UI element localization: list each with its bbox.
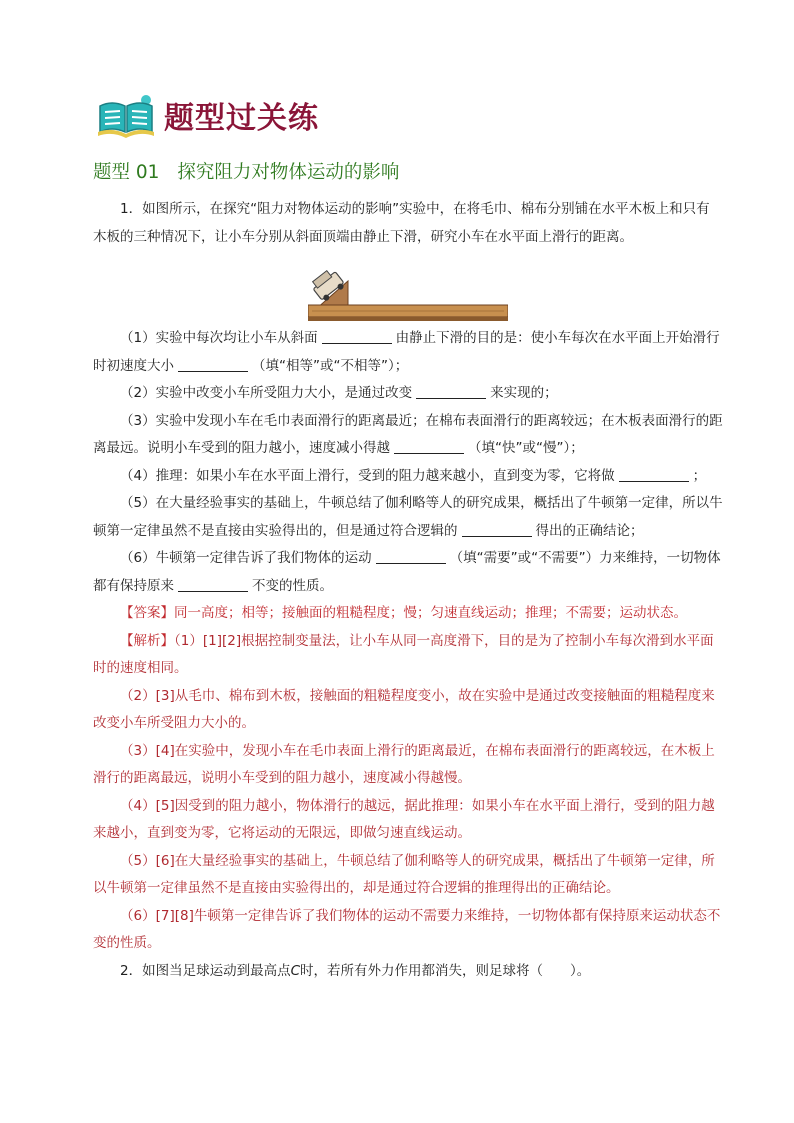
answer-blank[interactable] xyxy=(462,522,532,537)
analysis-line-6: （6）[7][8]牛顿第一定律告诉了我们物体的运动不需要力来维持，一切物体都有保持原来运动状态不变的性质。 xyxy=(93,907,721,951)
answer-line xyxy=(93,600,723,628)
answer-text: 同一高度；相等；接触面的粗糙程度；慢；匀速直线运动；推理；不需要；运动状态。 xyxy=(174,605,687,621)
q1-part1-text-c: （填“相等”或“不相等”）； xyxy=(252,357,409,374)
q1-part4-text-b: ； xyxy=(692,467,707,484)
q1-part5-text-a: （5）在大量经验事实的基础上，牛顿总结了伽利略等人的研究成果，概括出了牛顿第一定律，所以牛顿第一定律虽然不是直接由实验得出的，但是通过符合逻辑的 xyxy=(93,495,723,539)
q1-part1-text-b: 由静止下滑的目的是：使小车每次在水平面上开始滑行时初速度大小 xyxy=(93,330,720,374)
answer-blank[interactable] xyxy=(619,467,689,482)
section-banner xyxy=(96,92,319,138)
section-name: 探究阻力对物体运动的影响 xyxy=(177,162,400,183)
q1-part6 xyxy=(93,545,723,600)
answer-blank[interactable] xyxy=(416,384,486,399)
ramp-cart-illustration xyxy=(308,261,508,323)
q1-part6-text-b: （填“需要”或“不需要”）力来维持，一切物体都有保持原来 xyxy=(93,550,721,594)
q1-part4-text-a: （4）推理：如果小车在水平面上滑行，受到的阻力越来越小，直到变为零，它将做 xyxy=(120,467,615,484)
answer-blank[interactable] xyxy=(178,357,248,372)
analysis-line-3: （3）[4]在实验中，发现小车在毛巾表面上滑行的距离最近，在棉布表面滑行的距离较远，在木板上滑行的距离最远，说明小车受到的阻力越小，速度减小得越慢。 xyxy=(93,742,715,786)
q1-part2-text-a: （2）实验中改变小车所受阻力大小，是通过改变 xyxy=(120,385,413,401)
answer-blank[interactable] xyxy=(178,577,248,592)
q1-part5 xyxy=(93,490,723,545)
q1-intro: 1．如图所示，在探究“阻力对物体运动的影响”实验中，在将毛巾、棉布分别铺在水平木板上和只有木板的三种情况下，让小车分别从斜面顶端由静止下滑，研究小车在水平面上滑行的距离。 xyxy=(93,201,710,245)
q1-part3 xyxy=(93,408,723,463)
banner-title: 题型过关练 xyxy=(164,101,319,136)
book-icon xyxy=(96,92,156,138)
q2-point-label: C xyxy=(290,962,301,979)
q2-text-b: 时，若所有外力作用都消失，则足球将（ ）。 xyxy=(300,962,591,979)
section-number: 题型 01 xyxy=(93,162,160,183)
q1-part3-text-b: （填“快”或“慢”）； xyxy=(468,440,584,456)
q2-text xyxy=(93,958,723,986)
analysis-line-1 xyxy=(93,628,723,683)
analysis-text-1: （1）[1][2]根据控制变量法，让小车从同一高度滑下，目的是为了控制小车每次滑到水平面时的速度相同。 xyxy=(93,632,714,676)
analysis-line-4: （4）[5]因受到的阻力越小，物体滑行的越远，据此推理：如果小车在水平面上滑行，受到的阻力越来越小，直到变为零，它将运动的无限远，即做匀速直线运动。 xyxy=(93,797,715,841)
q1-part5-text-b: 得出的正确结论； xyxy=(535,522,644,539)
q1-part4 xyxy=(93,463,723,491)
q1-part6-text-a: （6）牛顿第一定律告诉了我们物体的运动 xyxy=(120,550,372,566)
analysis-tag: 【解析】 xyxy=(120,632,174,649)
answer-blank[interactable] xyxy=(322,329,392,344)
answer-blank[interactable] xyxy=(376,549,446,564)
q1-part2-text-b: 来实现的； xyxy=(490,385,558,401)
q1-part1 xyxy=(93,325,723,380)
analysis-line-5: （5）[6]在大量经验事实的基础上，牛顿总结了伽利略等人的研究成果，概括出了牛顿第一定律，所以牛顿第一定律虽然不是直接由实验得出的，却是通过符合逻辑的推理得出的正确结论。 xyxy=(93,852,715,896)
q2-text-a: 2．如图当足球运动到最高点 xyxy=(120,962,291,979)
answer-blank[interactable] xyxy=(394,439,464,454)
ramp-figure xyxy=(93,255,723,323)
q1-part6-text-c: 不变的性质。 xyxy=(252,577,333,594)
q1-part2 xyxy=(93,380,723,408)
analysis-line-2: （2）[3]从毛巾、棉布到木板，接触面的粗糙程度变小，故在实验中是通过改变接触面的粗糙程度来改变小车所受阻力大小的。 xyxy=(93,687,715,731)
section-heading xyxy=(93,158,399,184)
q1-part1-text-a: （1）实验中每次均让小车从斜面 xyxy=(120,330,318,346)
question-body xyxy=(93,196,723,985)
answer-tag: 【答案】 xyxy=(120,605,174,621)
q1-part3-text-a: （3）实验中发现小车在毛巾表面滑行的距离最近；在棉布表面滑行的距离较远；在木板表面滑行的距离最远。说明小车受到的阻力越小，速度减小得越 xyxy=(93,412,723,456)
